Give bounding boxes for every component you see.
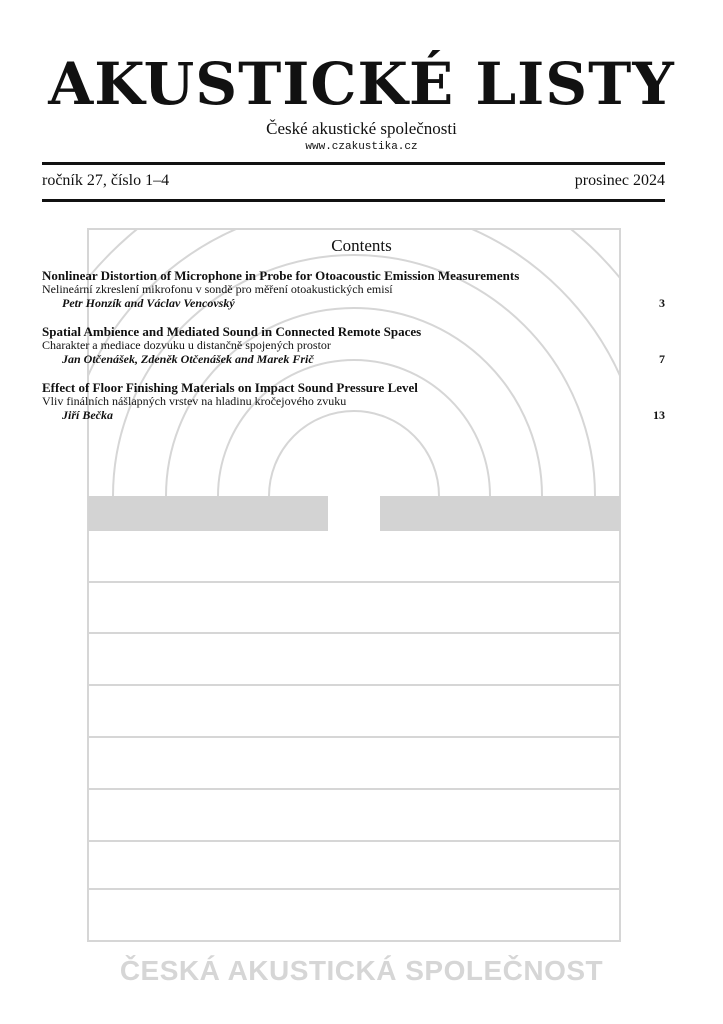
issue-bar (42, 172, 665, 192)
article-subtitle: Nelineární zkreslení mikrofonu v sondě pro měření otoakustických emisí (42, 282, 393, 296)
article-page: 13 (653, 408, 665, 422)
issue-date: prosinec 2024 (574, 172, 665, 189)
masthead (0, 52, 723, 154)
article-title: Spatial Ambience and Mediated Sound in Connected Remote Spaces (42, 324, 422, 339)
article-page: 7 (659, 352, 665, 366)
article-authors: Jiří Bečka (62, 408, 113, 422)
article-title: Effect of Floor Finishing Materials on Impact Sound Pressure Level (42, 380, 418, 395)
toc-entry[interactable] (42, 324, 665, 367)
journal-url[interactable]: www.czakustika.cz (305, 141, 418, 153)
article-authors: Jan Otčenášek, Zdeněk Otčenášek and Marek Frič (62, 352, 314, 366)
decor-bar-right (380, 496, 620, 531)
article-page: 3 (659, 296, 665, 310)
toc-entry[interactable] (42, 380, 665, 423)
article-subtitle: Vliv finálních nášlapných vrstev na hladinu kročejového zvuku (42, 394, 347, 408)
bottom-rule (42, 199, 665, 202)
issue-volume: ročník 27, číslo 1–4 (42, 172, 170, 189)
table-of-contents (42, 268, 665, 436)
article-title: Nonlinear Distortion of Microphone in Probe for Otoacoustic Emission Measurements (42, 268, 520, 283)
journal-title: AKUSTICKÉ LISTY (48, 50, 675, 118)
footer-brand: ČESKÁ AKUSTICKÁ SPOLEČNOST (119, 955, 604, 986)
top-rule (42, 162, 665, 165)
contents-heading: Contents (331, 236, 392, 255)
article-authors: Petr Honzík and Václav Vencovský (62, 296, 235, 310)
decor-bar-left (88, 496, 328, 531)
journal-subtitle: České akustické společnosti (266, 119, 457, 138)
toc-entry[interactable] (42, 268, 665, 311)
article-subtitle: Charakter a mediace dozvuku u distančně spojených prostor (42, 338, 331, 352)
